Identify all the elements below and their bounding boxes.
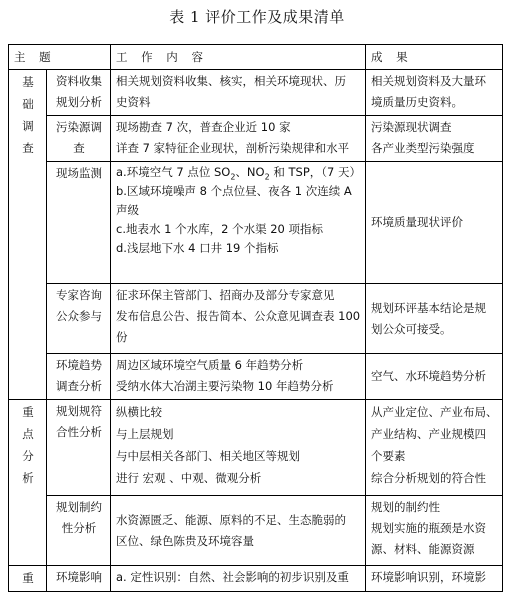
result-line: 产业结构、产业规模四	[371, 427, 486, 441]
subject-line: 性分析	[61, 521, 97, 535]
category-key-analysis	[9, 400, 47, 566]
result-cell	[366, 162, 503, 284]
result-line: 个要素	[371, 449, 406, 463]
category-char: 查	[22, 141, 34, 155]
subject-line: 合性分析	[56, 425, 102, 439]
subject-line: 调查分析	[56, 379, 102, 393]
header-row	[9, 45, 503, 70]
table-row	[9, 354, 503, 400]
result-cell	[366, 284, 503, 354]
subject-cell	[47, 400, 111, 496]
result-line: 划公众可接受。	[371, 321, 452, 336]
subject-line: 规划分析	[56, 95, 102, 109]
content-line: 声级	[116, 203, 139, 217]
content-cell	[111, 284, 366, 354]
content-cell	[111, 566, 366, 592]
subject-cell	[47, 566, 111, 592]
subject-line: 污染源调	[56, 120, 102, 134]
category-char: 分	[22, 449, 34, 463]
category-char: 础	[22, 97, 34, 111]
subject-cell	[47, 284, 111, 354]
header-result: 成 果	[366, 45, 503, 70]
table-row	[9, 496, 503, 566]
content-line: 周边区域环境空气质量 6 年趋势分析	[116, 358, 304, 372]
subject-cell	[47, 496, 111, 566]
content-line	[116, 163, 361, 182]
subscript: 2	[230, 172, 236, 182]
content-line: a. 定性识别：自然、社会影响的初步识别及重	[116, 570, 349, 584]
content-cell	[111, 354, 366, 400]
content-line: 受纳水体大冶湖主要污染物 10 年趋势分析	[116, 379, 334, 393]
subject-line: 现场监测	[56, 166, 102, 180]
content-cell	[111, 70, 366, 116]
category-char: 重	[22, 405, 34, 419]
result-cell	[366, 70, 503, 116]
result-line: 污染源现状调查	[371, 120, 452, 134]
content-line: 现场勘查 7 次，普查企业近 10 家	[116, 120, 291, 134]
content-line: 相关规划资料收集、核实，相关环境现状、历	[116, 74, 346, 88]
content-line: 份	[116, 330, 128, 344]
subject-line: 资料收集	[56, 74, 102, 88]
subject-line: 查	[73, 141, 85, 155]
result-line: 规划实施的瓶颈是水资	[371, 521, 486, 535]
result-cell	[366, 116, 503, 162]
content-line: 史资料	[116, 95, 151, 109]
table-row	[9, 400, 503, 496]
category-char: 基	[22, 75, 34, 89]
category-last: 重	[9, 566, 47, 592]
subject-cell	[47, 354, 111, 400]
table-row	[9, 284, 503, 354]
result-line: 综合分析规划的符合性	[371, 471, 486, 485]
result-cell	[366, 400, 503, 496]
content-line: d.浅层地下水 4 口井 19 个指标	[116, 241, 279, 255]
content-line: 征求环保主管部门、招商办及部分专家意见	[116, 288, 335, 302]
subject-cell	[47, 162, 111, 284]
content-line: b.区域环境噪声 8 个点位昼、夜各 1 次连续 A	[116, 184, 352, 198]
result-line: 相关规划资料及大量环	[371, 74, 486, 88]
content-text: 、NO	[235, 165, 265, 179]
content-line: c.地表水 1 个水库，2 个水渠 20 项指标	[116, 222, 324, 236]
content-line: 与中层相关各部门、相关地区等规划	[116, 449, 300, 463]
category-basic-survey	[9, 70, 47, 400]
result-line: 规划的制约性	[371, 500, 440, 514]
result-line: 境质量历史资料。	[371, 95, 463, 109]
subject-cell	[47, 116, 111, 162]
result-line: 各产业类型污染强度	[371, 141, 475, 155]
result-cell	[366, 496, 503, 566]
table-title: 表 1 评价工作及成果清单	[169, 8, 345, 26]
subject-line: 专家咨询	[56, 288, 102, 302]
content-cell	[111, 496, 366, 566]
content-line: 详查 7 家特征企业现状，剖析污染规律和水平	[116, 141, 350, 155]
subject-line: 环境趋势	[56, 358, 102, 372]
content-line: 发布信息公告、报告简本、公众意见调查表 100	[116, 309, 361, 323]
category-char: 析	[22, 471, 34, 485]
content-line: 纵横比较	[116, 405, 162, 419]
table-row	[9, 162, 503, 284]
content-line: 进行 宏观 、中观、微观分析	[116, 471, 262, 485]
content-line: 与上层规划	[116, 427, 174, 441]
subject-cell	[47, 70, 111, 116]
content-cell	[111, 400, 366, 496]
category-char: 点	[22, 427, 34, 441]
content-cell	[111, 162, 366, 284]
result-line: 源、材料、能源资源	[371, 542, 475, 556]
content-line: 水资源匮乏、能源、原料的不足、生态脆弱的	[116, 512, 346, 527]
table-row	[9, 116, 503, 162]
subject-line: 规划制约	[56, 500, 102, 514]
header-content: 工 作 内 容	[111, 45, 366, 70]
result-cell	[366, 354, 503, 400]
content-text: a.环境空气 7 点位 SO	[116, 165, 231, 179]
result-cell	[366, 566, 503, 592]
subject-line: 规划规符	[56, 404, 102, 418]
content-text: 和 TSP，（7 天）	[269, 165, 361, 179]
header-theme: 主 题	[9, 45, 111, 70]
result-line: 空气、水环境趋势分析	[371, 369, 486, 383]
table-row	[9, 566, 503, 592]
table-row	[9, 70, 503, 116]
result-line: 环境质量现状评价	[371, 215, 463, 229]
evaluation-table	[8, 44, 503, 592]
result-line: 环境影响识别，环境影	[371, 570, 486, 584]
subscript: 2	[264, 172, 270, 182]
content-line: 区位、绿色陈贵及环境容量	[116, 533, 254, 548]
result-line: 规划环评基本结论是规	[371, 300, 486, 315]
category-char: 调	[22, 119, 34, 133]
content-cell	[111, 116, 366, 162]
subject-line: 公众参与	[56, 309, 102, 323]
subject-line: 环境影响	[56, 570, 102, 584]
result-line: 从产业定位、产业布局、	[371, 405, 498, 419]
